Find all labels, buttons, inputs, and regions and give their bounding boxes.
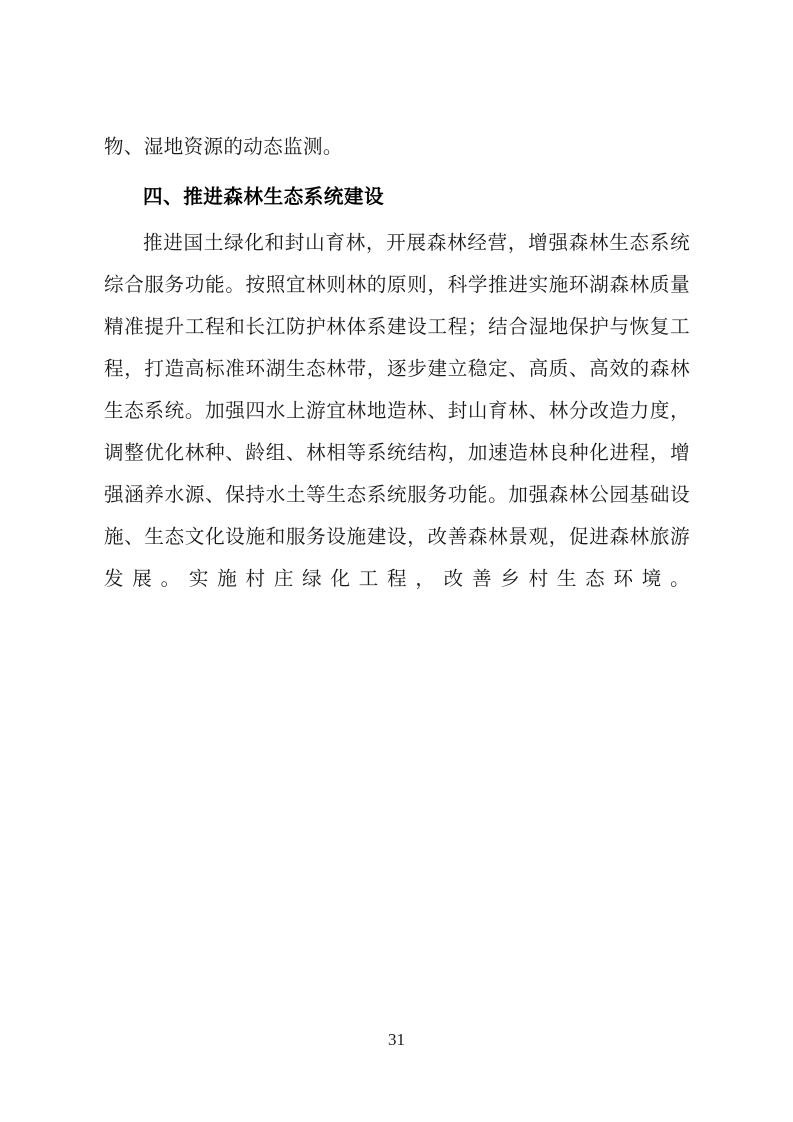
continuation-text: 物、湿地资源的动态监测。 [104,135,343,158]
page-content [104,126,690,642]
section-heading: 四、推进森林生态系统建设 [143,185,385,208]
body-paragraph: 推进国土绿化和封山育林，开展森林经营，增强森林生态系统综合服务功能。按照宜林则林的原则，科学推进实施环湖森林质量精准提升工程和长江防护林体系建设工程；结合湿地保护与恢复工程，打造高标准环湖生态林带，逐步建立稳定、高质、高效的森林生态系统。加强四水上游宜林地造林、封山育林、林分改造力度，调整优化林种、龄组、林相等系统结构，加速造林良种化进程，增强涵养水源、保持水土等生态系统服务功能。加强森林公园基础设施、生态文化设施和服务设施建设，改善森林景观，促进森林旅游发展。实施村庄绿化工程，改善乡村生态环境。 [104,231,690,590]
page-number: 31 [388,1030,405,1049]
